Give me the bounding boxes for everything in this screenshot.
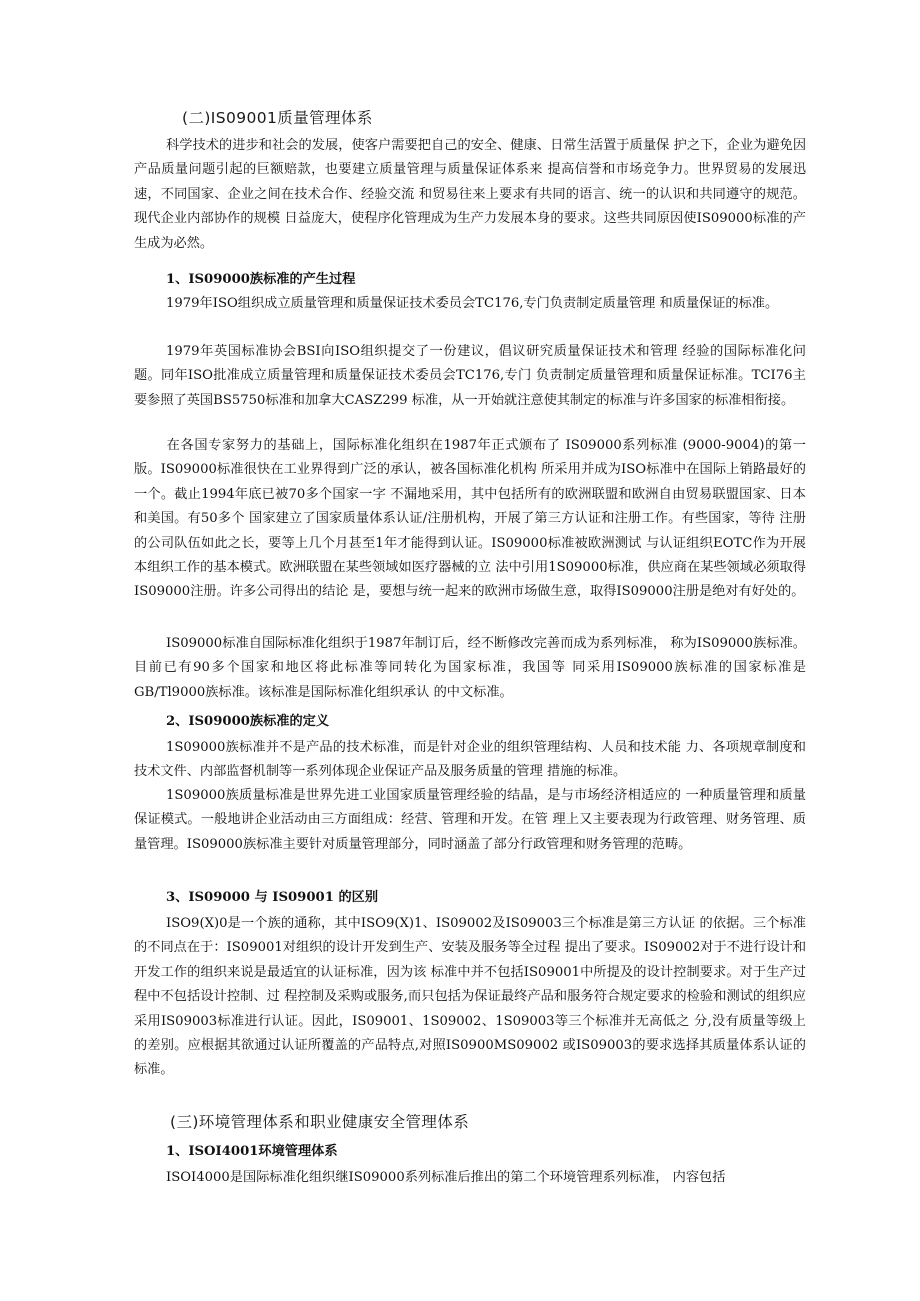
paragraph-text: 在各国专家努力的基础上，国际标准化组织在1987年正式颁布了 IS09000系列标准 (9000-9004)的第一版。IS09000标准很快在工业界得到广泛的承认，被各国标准化机构 所采用并成为ISO标准中在国际上销路最好的一个。截止1994年底已被70多个国家一字 不漏地采用，其中包括所有的欧洲联盟和欧洲自由贸易联盟国家、日本和美国。有50多个 国家建立了国家质量体系认证/注册机构，开展了第三方认证和注册工作。有些国家，等待 注册的公司队伍如此之长，要等上几个月甚至1年才能得到认证。IS09000标准被欧洲测试 与认证组织EOTC作为开展本组织工作的基本模式。欧洲联盟在某些领域如医疗器械的立 法中引用1S09000标准，供应商在某些领域必须取得IS09000注册。许多公司得出的结论 是，要想与统一起来的欧洲市场做生意，取得IS09000注册是绝对有好处的。 bbox=[134, 438, 806, 600]
section-title-iso9001: (二)IS09001质量管理体系 bbox=[182, 109, 373, 127]
paragraph-differences bbox=[134, 912, 806, 1083]
paragraph-text: 1979年英国标准协会BSI向ISO组织提交了一份建议，倡议研究质量保证技术和管理 经验的国际标准化问题。同年ISO批准成立质量管理和质量保证技术委员会TC176,专门 负责制定质量管理和质量保证标准。TCI76主要参照了英国BS5750标准和加拿大CASZ299 标准，从一开始就注意使其制定的标准与许多国家的标准相衔接。 bbox=[134, 344, 806, 408]
paragraph-1979-tc176 bbox=[134, 292, 806, 316]
heading-iso14001: 1、ISOI4001环境管理体系 bbox=[166, 1144, 338, 1159]
intro-text: 科学技术的进步和社会的发展，使客户需要把自己的安全、健康、日常生活置于质量保 护之下，企业为避免因产品质量问题引起的巨额赔款，也要建立质量管理与质量保证体系来 提高信誉和市场竞争力。世界贸易的发展迅速，不同国家、企业之间在技术合作、经验交流 和贸易往来上要求有共同的语言、统一的认识和共同遵守的规范。现代企业内部协作的规模 日益庞大，使程序化管理成为生产力发展本身的要求。这些共同原因使IS09000标准的产 生成为必然。 bbox=[134, 138, 807, 251]
heading-iso9000-definition: 2、IS09000族标准的定义 bbox=[166, 714, 330, 729]
paragraph-text: IS09000标准自国际标准化组织于1987年制订后，经不断修改完善而成为系列标准， 称为IS09000族标准。目前已有90多个国家和地区将此标准等同转化为国家标准，我国等 同采用IS09000族标准的国家标准是GB/Tl9000族标准。该标准是国际标准化组织承认 的中文标准。 bbox=[134, 636, 806, 700]
paragraph-text: 1S09000族标准并不是产品的技术标准，而是针对企业的组织管理结构、人员和技术能 力、各项规章制度和技术文件、内部监督机制等一系列体现企业保证产品及服务质量的管理 措施的标准。 bbox=[134, 740, 806, 780]
paragraph-bsi-proposal bbox=[134, 340, 806, 413]
paragraph-text: ISO9(X)0是一个族的通称，其中ISO9(X)1、IS09002及IS09003三个标准是第三方认证 的依据。三个标准的不同点在于：IS09001对组织的设计开发到生产、安装及服务等全过程 提出了要求。IS09002对于不进行设计和开发工作的组织来说是最适宜的认证标准，因为该 标准中并不包括IS09001中所提及的设计控制要求。对于生产过程中不包括设计控制、过 程控制及采购或服务,而只包括为保证最终产品和服务符合规定要求的检验和测试的组织应 采用IS09003标准进行认证。因此，IS09001、1S09002、1S09003等三个标准并无高低之 分,没有质量等级上的差别。应根据其欲通过认证所覆盖的产品特点,对照IS0900MS09002 或IS09003的要求选择其质量体系认证的标准。 bbox=[134, 916, 806, 1078]
paragraph-text: 1979年ISO组织成立质量管理和质量保证技术委员会TC176,专门负责制定质量管理 和质量保证的标准。 bbox=[166, 296, 779, 311]
heading-iso9000-origin: 1、IS09000族标准的产生过程 bbox=[166, 272, 356, 287]
paragraph-text: ISOI4000是国际标准化组织继IS09000系列标准后推出的第二个环境管理系列标准， 内容包括 bbox=[166, 1170, 726, 1185]
heading-iso9000-vs-iso9001: 3、IS09000 与 IS09001 的区别 bbox=[166, 890, 379, 905]
paragraph-definition-1 bbox=[134, 736, 806, 785]
intro-paragraph bbox=[134, 134, 806, 256]
paragraph-1987-release bbox=[134, 434, 806, 605]
section-title-environment: (三)环境管理体系和职业健康安全管理体系 bbox=[170, 1113, 470, 1131]
paragraph-text: 1S09000族质量标准是世界先进工业国家质量管理经验的结晶，是与市场经济相适应的 一种质量管理和质量保证模式。一般地讲企业活动由三方面组成：经营、管理和开发。在管 理上又主要表现为行政管理、财务管理、质量管理。IS09000族标准主要针对质量管理部分，同时涵盖了部分行政管理和财务管理的范畴。 bbox=[134, 788, 806, 852]
paragraph-iso14000 bbox=[134, 1166, 806, 1190]
paragraph-definition-2 bbox=[134, 784, 806, 857]
paragraph-iso9000-family bbox=[134, 632, 806, 705]
